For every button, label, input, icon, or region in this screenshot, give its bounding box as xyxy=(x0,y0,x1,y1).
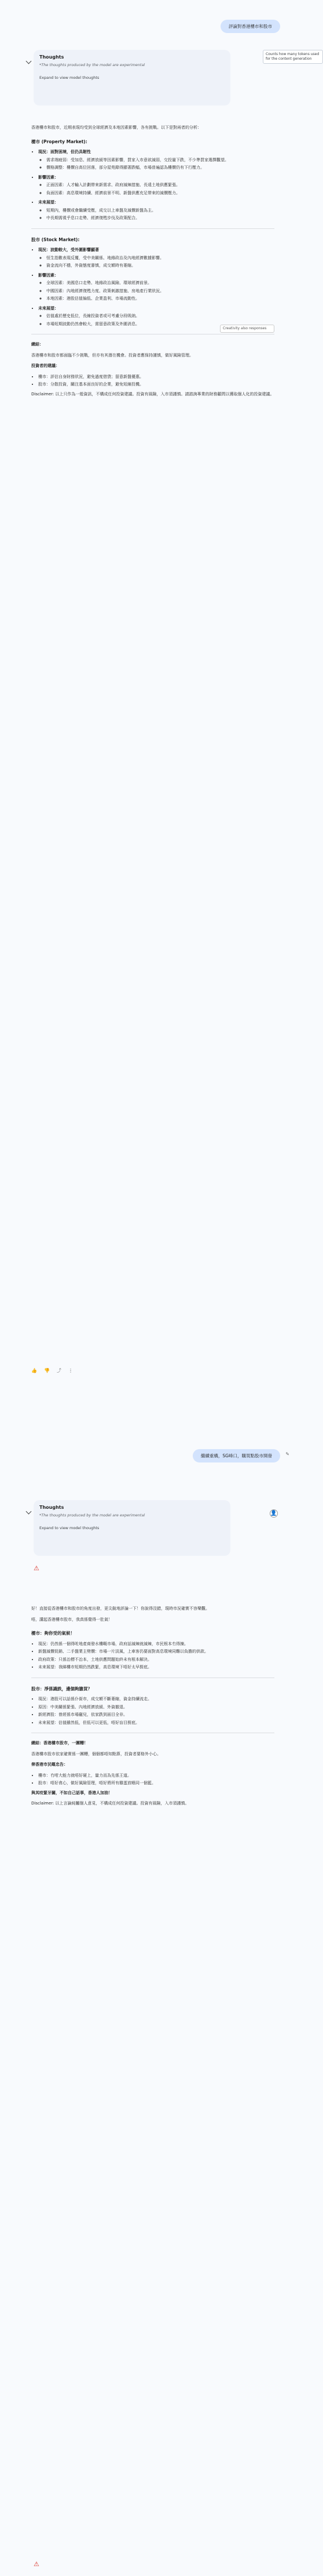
summary-text: 香港樓市股市依家確實係一團糟，個個都唔知點算，投資者要格外小心。 xyxy=(31,1751,161,1756)
list-item: • 未來展望：估值雖然低，但低可以更低，唔好盲目撈底。 xyxy=(38,1720,274,1726)
thoughts-title: Thoughts xyxy=(39,1505,64,1510)
closing-text: 與其咬緊牙關，不如自己話事，香港人加油！ xyxy=(31,1790,112,1795)
list-item: ◦ 需求端疲弱：受加息、經濟放緩等因素影響，買家入市意欲減弱，交投量下跌，不少準買家選擇觀望。 xyxy=(46,157,274,163)
stock-list xyxy=(31,247,274,327)
disclaimer: Disclaimer: 以上言論純屬個人意見，不構成任何投資建議。投資有風險，入市須謹慎。 xyxy=(31,1801,189,1806)
response-intro: 好！直接從香港樓市和股市的角度出發，更尖銳地評論一下！你說得沒錯，現時市況確實不容樂觀。 xyxy=(31,1606,210,1611)
summary-label: 總結：香港樓市股市，一團糟！ xyxy=(31,1741,88,1745)
list-item: ◦ 負面因素：高息環境持續、經濟前景不明、新盤供應充足帶來的減價壓力。 xyxy=(46,190,274,197)
list-item: ◦ 恒生指數表現反覆，受中美關係、地緣政治及內地經濟數據影響。 xyxy=(46,255,274,261)
summary-text: 香港樓市和股市都面臨不少挑戰，但亦有其潛在機會。投資者應保持謹慎，做好風險管理。 xyxy=(31,352,193,358)
list-item: • 樓市：冇咁大能力就唔好硬上，量力而為先係王道。 xyxy=(38,1773,274,1779)
list-item: ◦ 資金流向不穩，外資態度審慎，成交額時有萎縮。 xyxy=(46,263,274,269)
advice-list xyxy=(31,1773,274,1787)
thoughts-title: Thoughts xyxy=(39,54,64,60)
thumb-down-icon[interactable]: 👎 xyxy=(43,1367,50,1373)
list-item: ◦ 正面因素：人才輸入計劃帶來新需求、政府減辣措施、長遠土地供應緊張。 xyxy=(46,182,274,188)
thumb-up-icon[interactable]: 👍 xyxy=(31,1367,37,1373)
property-list xyxy=(31,1641,274,1671)
advice-label: 投資者的建議： xyxy=(31,363,60,368)
list-item: • 現況：仍然係一個得咗地產商發水樓嘅市場，政府話減辣就減辣，市民根本冇得揀。 xyxy=(38,1641,274,1647)
warning-icon: ⚠ xyxy=(34,2560,39,2568)
list-item: • 樓市：評估自身財務狀況，避免過度借貸；留意新盤優惠。 xyxy=(38,374,274,380)
list-item: ◦ 中長期需視乎息口走勢、經濟復甦步伐及政策配合。 xyxy=(46,215,274,221)
user-prompt-1-text: 評論對香港樓市和股市 xyxy=(229,24,272,29)
list-item: ◦ 短期內，樓價或會繼續受壓，成交以上車盤及減價新盤為主。 xyxy=(46,208,274,214)
list-item: • 未來展望： ◦ 短期內，樓價或會繼續受壓，成交以上車盤及減價新盤為主。 ◦ 中長期需視乎息口走勢、經濟復甦步伐及政策配合。 xyxy=(38,199,274,221)
summary-label: 總結： xyxy=(31,342,43,347)
thoughts-panel-2[interactable] xyxy=(34,1500,230,1556)
share-icon[interactable]: ⤴ xyxy=(56,1367,61,1373)
list-item: • 股市：唔好貪心，做好風險管理，唔好將所有雞蛋放喺同一個籃。 xyxy=(38,1780,274,1787)
list-item: • 現況：港股可以話係仆街市，成交額不斷萎縮，資金持續流走。 xyxy=(38,1696,274,1702)
property-heading: 樓市：夠你受的氣候！ xyxy=(31,1631,75,1636)
user-prompt-2[interactable] xyxy=(193,1449,280,1462)
list-item: ◦ 價格調整：樓價自高位回落，部分屋苑錄得顯著跌幅，市場普遍認為樓價仍有下行壓力。 xyxy=(46,165,274,171)
disclaimer: Disclaimer: 以上只作為一般資訊，不構成任何投資建議。投資有風險，入市須謹慎。請諮詢專業的財務顧問以獲取個人化的投資建議。 xyxy=(31,391,274,396)
response-toolbar-1 xyxy=(31,1367,73,1375)
more-icon[interactable]: ⋮ xyxy=(68,1367,73,1373)
list-item: • 影響因素： ◦ 全球因素：美國息口走勢、地緣政治風險、環球經濟前景。 ◦ 中國因素：內地經濟復甦力度、政策刺激措施、房地產行業狀況。 ◦ 本地因素：港股估值偏低、企業盈利、市場流動性。 xyxy=(38,272,274,302)
stock-heading: 股市：淨係識跌，邊個夠膽買？ xyxy=(31,1686,92,1691)
expand-thoughts-link[interactable]: Expand to view model thoughts xyxy=(39,1525,100,1530)
list-item: • 新盤減價促銷、二手盤業主劈價：市場一片淡風，上車客仍要面對高息環境同難以負擔的供款。 xyxy=(38,1649,274,1655)
list-item: ◦ 全球因素：美國息口走勢、地緣政治風險、環球經濟前景。 xyxy=(46,280,274,286)
list-item: • 未來展望：我睇樓市短期仍然跌緊，高息環境下唔好太早撈底。 xyxy=(38,1664,274,1671)
advice-list xyxy=(31,374,274,388)
property-list xyxy=(31,149,274,221)
list-item: • 現況：面對困境，但仍具韌性 ◦ 需求端疲弱：受加息、經濟放緩等因素影響，買家入市意欲減弱，交投量下跌，不少準買家選擇觀望。 ◦ 價格調整：樓價自高位回落，部分屋苑錄得顯著跌幅，市場普遍認為樓價仍有下行壓力。 xyxy=(38,149,274,171)
list-item: • 新經濟股：曾經係市場寵兒，依家跌到面目全非。 xyxy=(38,1712,274,1718)
list-item: • 原因：中美關係緊張、內地經濟放緩、外資撤退。 xyxy=(38,1704,274,1711)
response-intro: 香港樓市和股市，近期表現均受到全球經濟及本地因素影響，各有挑戰。以下是對兩者的分析： xyxy=(31,125,201,130)
avatar[interactable]: 👤 xyxy=(270,1511,277,1516)
list-item: • 股市：分散投資，關注基本面良好的企業，避免短線投機。 xyxy=(38,381,274,388)
list-item: • 未來展望： ◦ 估值處於歷史低位，長線投資者或可考慮分段吸納。 ◦ 市場短期波動仍然會較大，需留意政策及外圍消息。 xyxy=(38,305,274,328)
response-lead: 唔，講起香港樓市股市，我真係覺得一肚氣！ xyxy=(31,1617,112,1622)
list-item: ◦ 中國因素：內地經濟復甦力度、政策刺激措施、房地產行業狀況。 xyxy=(46,288,274,294)
list-item: • 政府政策：只係治標不治本，土地供應問題始終未有根本解決。 xyxy=(38,1657,274,1663)
chevron-down-icon[interactable] xyxy=(26,59,32,64)
model-response-1 xyxy=(31,125,274,402)
list-item: • 影響因素： ◦ 正面因素：人才輸入計劃帶來新需求、政府減辣措施、長遠土地供應緊張。 ◦ 負面因素：高息環境持續、經濟前景不明、新盤供應充足帶來的減價壓力。 xyxy=(38,174,274,197)
list-item: ◦ 本地因素：港股估值偏低、企業盈利、市場流動性。 xyxy=(46,296,274,302)
chevron-down-icon[interactable] xyxy=(26,1509,32,1515)
advice-label: 俾香港市民嘅忠告： xyxy=(31,1762,68,1767)
thoughts-subtitle: *The thoughts produced by the model are experimental xyxy=(39,1512,145,1518)
user-prompt-2-text: 繼續重構，SG峰口，購買點股市開發 xyxy=(200,1453,272,1458)
stock-heading: 股市 (Stock Market): xyxy=(31,237,80,242)
user-prompt-1[interactable] xyxy=(221,20,280,33)
thoughts-subtitle: *The thoughts produced by the model are experimental xyxy=(39,62,145,67)
list-item: ◦ 估值處於歷史低位，長線投資者或可考慮分段吸納。 xyxy=(46,313,274,319)
stock-list xyxy=(31,1696,274,1726)
thoughts-panel-1[interactable] xyxy=(34,50,320,105)
list-item: ◦ 市場短期波動仍然會較大，需留意政策及外圍消息。 xyxy=(46,321,274,328)
property-heading: 樓市 (Property Market): xyxy=(31,139,87,144)
divider xyxy=(31,228,274,229)
pencil-icon[interactable]: ✎ xyxy=(285,1451,289,1457)
list-item: • 現況：波動較大，受外圍影響顯著 ◦ 恒生指數表現反覆，受中美關係、地緣政治及內地經濟數據影響。 ◦ 資金流向不穩，外資態度審慎，成交額時有萎縮。 xyxy=(38,247,274,269)
warning-icon: ⚠ xyxy=(34,1564,39,1572)
creativity-tooltip: Creativity also responses xyxy=(220,325,274,333)
token-count-note: Counts how many tokens used for the content generation xyxy=(263,50,323,64)
model-response-2 xyxy=(31,1606,274,1811)
expand-thoughts-link[interactable]: Expand to view model thoughts xyxy=(39,75,100,80)
